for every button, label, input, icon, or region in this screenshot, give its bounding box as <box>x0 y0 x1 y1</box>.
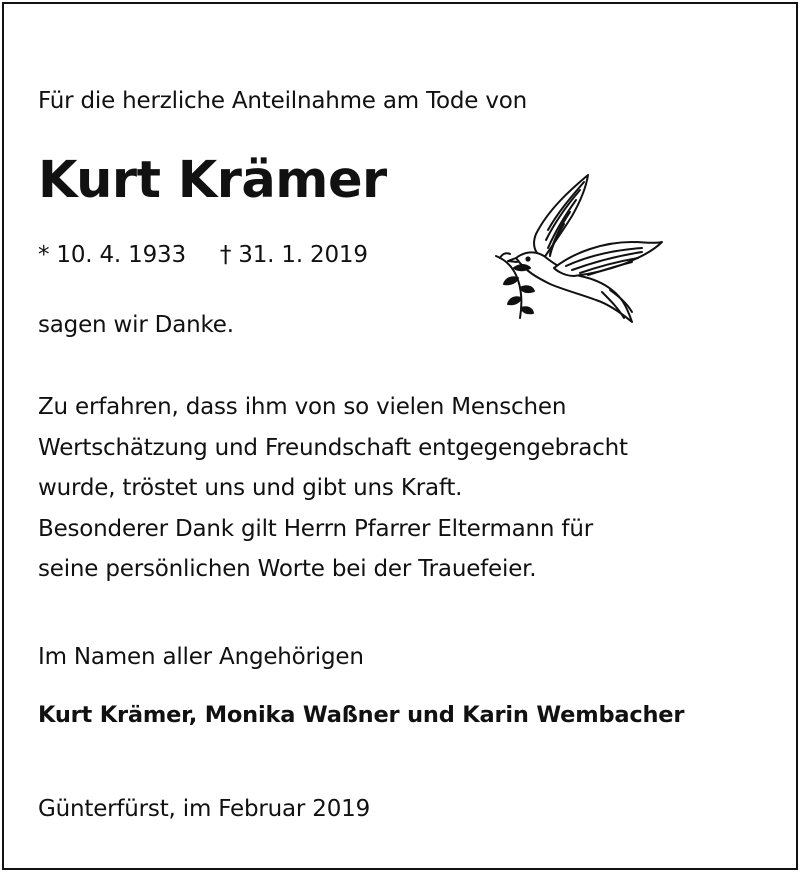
birth-date: * 10. 4. 1933 <box>38 242 186 268</box>
signers-names: Kurt Krämer, Monika Waßner und Karin Wembacher <box>38 702 685 728</box>
death-date: † 31. 1. 2019 <box>219 242 368 268</box>
intro-text: Für die herzliche Anteilnahme am Tode von <box>38 88 528 114</box>
gratitude-paragraph <box>38 387 628 590</box>
thanks-text: sagen wir Danke. <box>38 312 234 338</box>
paragraph-line: seine persönlichen Worte bei der Trauefeier. <box>38 556 537 582</box>
paragraph-line: wurde, tröstet uns und gibt uns Kraft. <box>38 475 463 501</box>
deceased-name: Kurt Krämer <box>38 151 387 210</box>
paragraph-line: Wertschätzung und Freundschaft entgegengebracht <box>38 434 628 461</box>
dove-with-olive-branch-icon <box>492 172 664 326</box>
place-and-date: Günterfürst, im Februar 2019 <box>38 796 371 822</box>
life-dates <box>38 235 368 275</box>
paragraph-line: Zu erfahren, dass ihm von so vielen Menschen <box>38 394 567 420</box>
signoff-text: Im Namen aller Angehörigen <box>38 644 364 670</box>
paragraph-line: Besonderer Dank gilt Herrn Pfarrer Eltermann für <box>38 515 593 542</box>
